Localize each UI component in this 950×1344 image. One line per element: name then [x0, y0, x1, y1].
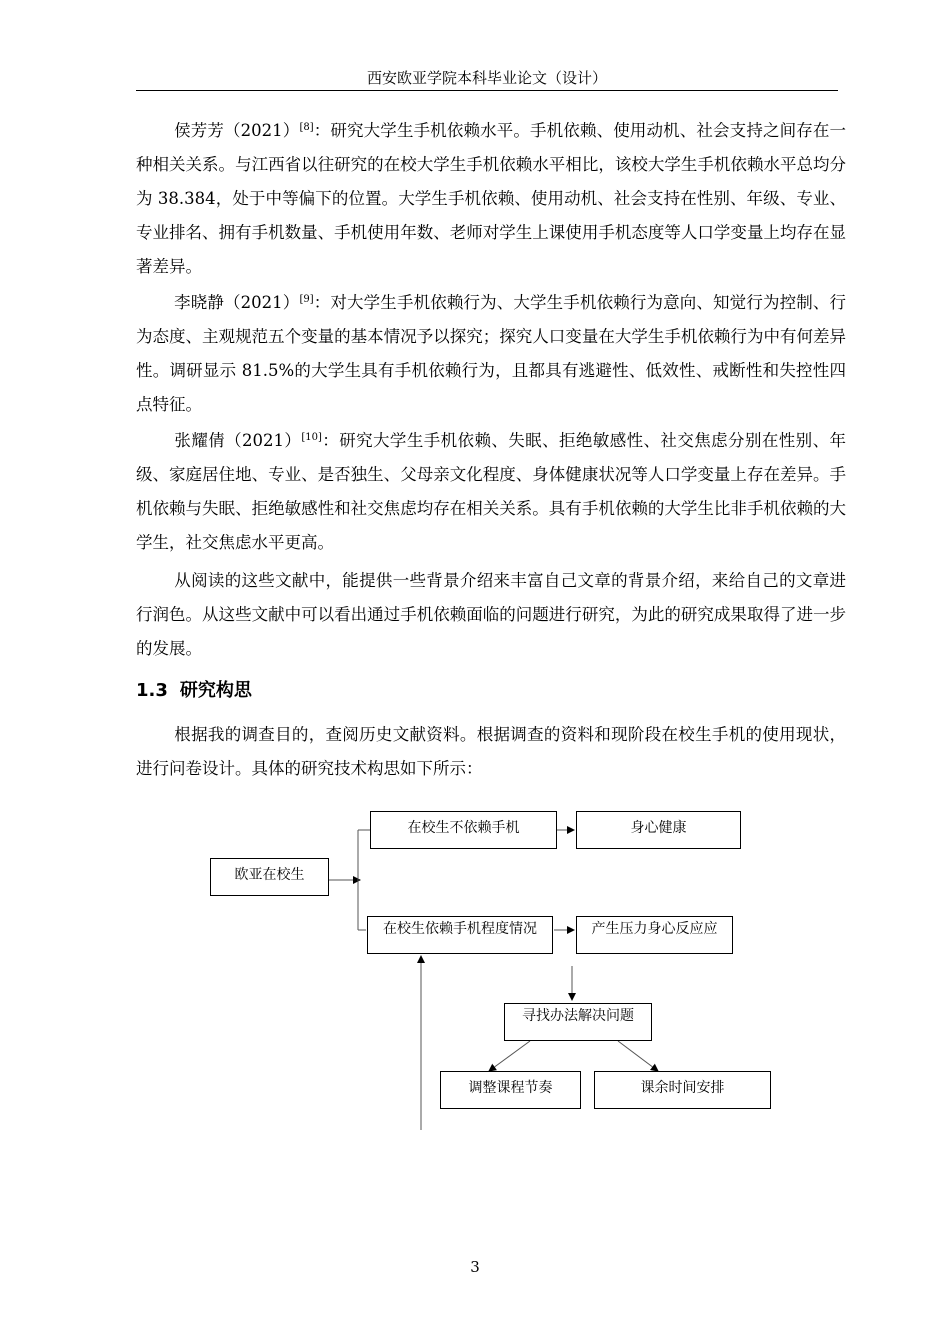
flow-node-find-solution: 寻找办法解决问题 [504, 1003, 652, 1041]
paragraph-author: 张耀倩（2021） [174, 431, 302, 450]
arrow-to-adjust-courses [489, 1041, 530, 1071]
citation-ref: [8] [299, 122, 314, 133]
citation-ref: [9] [299, 294, 314, 305]
paragraph-author: 侯芳芳（2021） [174, 121, 300, 140]
section-title: 研究构思 [179, 680, 252, 701]
flow-node-stress: 产生压力身心反应应 [576, 916, 733, 954]
arrow-to-spare-time [618, 1041, 658, 1071]
paragraph-text: ：研究大学生手机依赖水平。手机依赖、使用动机、社会支持之间存在一种相关关系。与江西省以往研究的在校大学生手机依赖水平相比，该校大学生手机依赖水平总均分为 38.384，处于中等偏下的位置。大学生手机依赖、使用动机、社会支持在性别、年级、专业、专业排名、拥有手机数量、手机使用年数、老师对学生上课使用手机态度等人口学变量上均存在显著差异。 [136, 121, 846, 276]
flow-node-healthy: 身心健康 [576, 811, 741, 849]
page-number: 3 [470, 1258, 480, 1276]
section-number: 1.3 [136, 680, 168, 701]
paragraph-text: 根据我的调查目的，查阅历史文献资料。根据调查的资料和现阶段在校生手机的使用现状，进行问卷设计。具体的研究技术构思如下所示： [136, 725, 846, 778]
flow-node-dependency-degree: 在校生依赖手机程度情况 [367, 916, 553, 954]
flow-node-adjust-courses: 调整课程节奏 [440, 1071, 581, 1109]
paragraph-text: ：研究大学生手机依赖、失眠、拒绝敏感性、社交焦虑分别在性别、年级、家庭居住地、专业、是否独生、父母亲文化程度、身体健康状况等人口学变量上存在差异。手机依赖与失眠、拒绝敏感性和社交焦虑均存在相关关系。具有手机依赖的大学生比非手机依赖的大学生，社交焦虑水平更高。 [136, 431, 846, 552]
paragraph-author: 李晓静（2021） [174, 293, 300, 312]
flow-node-students: 欧亚在校生 [210, 858, 329, 896]
paragraph-li [136, 286, 846, 422]
paragraph-text: 从阅读的这些文献中，能提供一些背景介绍来丰富自己文章的背景介绍，来给自己的文章进行润色。从这些文献中可以看出通过手机依赖面临的问题进行研究，为此的研究成果取得了进一步的发展。 [136, 571, 846, 658]
page-header: 西安欧亚学院本科毕业论文（设计） [366, 69, 607, 87]
paragraph-hou [136, 114, 846, 284]
citation-ref: [10] [301, 432, 322, 443]
flow-node-not-dependent: 在校生不依赖手机 [370, 811, 557, 849]
flow-node-spare-time: 课余时间安排 [594, 1071, 771, 1109]
paragraph-zhang [136, 424, 846, 560]
paragraph-summary [136, 564, 846, 666]
paragraph-text: ：对大学生手机依赖行为、大学生手机依赖行为意向、知觉行为控制、行为态度、主观规范五个变量的基本情况予以探究；探究人口变量在大学生手机依赖行为中有何差异性。调研显示 81.5%的大学生具有手机依赖行为，且都具有逃避性、低效性、戒断性和失控性四点特征。 [136, 293, 846, 414]
header-rule [136, 90, 838, 91]
section-heading [136, 676, 252, 706]
section-paragraph [136, 718, 846, 786]
